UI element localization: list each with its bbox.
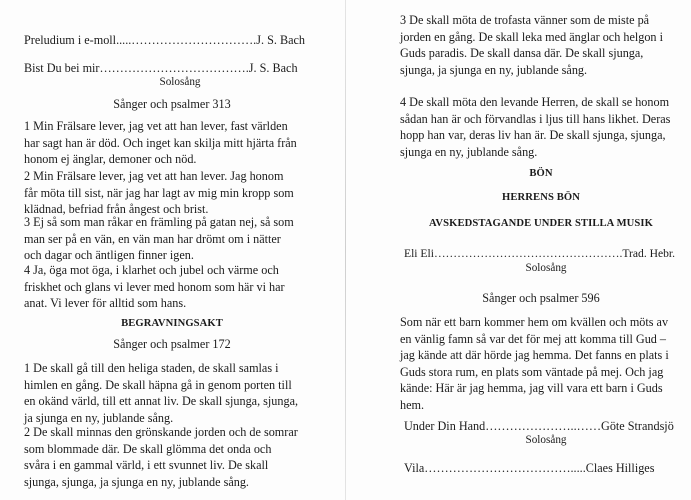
verse-line: Som när ett barn kommer hem om kvällen och möts av: [400, 315, 669, 329]
eli-note: Solosång: [525, 262, 567, 274]
verse-line: 1 Min Frälsare lever, jag vet att han lever, fast världen: [24, 119, 288, 133]
verse-line: himlen en gång. De skall häpna gå in genom porten till: [24, 377, 292, 392]
verse-line: Guds paradis. De skall dansa där. De skall sjunga,: [400, 46, 644, 61]
right-page: [346, 0, 691, 500]
verse-line: friskhet och glans vi lever med honom som här vi har: [24, 279, 285, 294]
verse-line: 2 De skall minnas den grönskande jorden och de somrar: [24, 425, 298, 439]
eli-line: Eli Eli………………………………………….Trad. Hebr.: [404, 247, 676, 260]
verse596: [400, 314, 669, 414]
verse-line: sådan han är och förvandlas i ljus till hans likhet. Deras: [400, 111, 671, 126]
under-din-hand-line: Under Din Hand…………………..……Göte Strandsjö: [404, 419, 674, 433]
song313-title: Sånger och psalmer 313: [113, 97, 231, 111]
verse-line: 3 Ej så som man råkar en främling på gatan nej, så som: [24, 215, 294, 229]
verse-line: sjunga, ja sjunga en ny, jublande sång.: [400, 62, 588, 77]
song172-title: Sånger och psalmer 172: [113, 337, 231, 351]
avsked-heading: AVSKEDSTAGANDE UNDER STILLA MUSIK: [429, 218, 653, 229]
verse-line: hem.: [400, 397, 425, 412]
bist-line: Bist Du bei mir……………………………….J. S. Bach: [24, 61, 298, 75]
verse-line: ja sjunga en ny, jublande sång.: [24, 410, 174, 425]
verse172-2: [24, 424, 298, 490]
verse-line: kände: Här är jag hemma, jag vill vara ett barn i Guds: [400, 381, 663, 396]
verse-line: svåra i en gammal värld, i ett svunnet liv. De skall: [24, 458, 269, 473]
verse313-1: [24, 118, 297, 168]
verse172-1: [24, 360, 298, 426]
verse-line: honom ej änglar, demoner och nöd.: [24, 152, 197, 167]
verse313-3: [24, 214, 294, 264]
verse-line: har sagt han är död. Och inget kan skilja mitt hjärta från: [24, 135, 297, 150]
verse-line: en okänd värld, till ett annat liv. De skall sjunga, sjunga,: [24, 394, 299, 409]
verse-line: anat. Vi lever för alltid som hans.: [24, 296, 187, 311]
begravningsakt-heading: BEGRAVNINGSAKT: [121, 318, 223, 329]
verse-line: Guds stora rum, en plats som väntade på mej. Och jag: [400, 364, 664, 379]
verse-line: som blommade där. De skall glömma det onda och: [24, 441, 272, 456]
verse172-3: [400, 12, 663, 78]
verse-line: jorden en gång. De skall leka med änglar och helgon i: [400, 29, 663, 44]
song596-title: Sånger och psalmer 596: [482, 291, 600, 305]
verse-line: jag kände att där hörde jag hemma. Det fanns en plats i: [400, 348, 669, 363]
left-page: [0, 0, 345, 500]
verse-line: 4 De skall möta den levande Herren, de skall se honom: [400, 95, 670, 109]
verse172-4: [400, 94, 670, 160]
verse-line: 1 De skall gå till den heliga staden, de skall samlas i: [24, 361, 279, 375]
verse-line: en vänlig famn så var det för mej att komma till Gud –: [400, 331, 667, 346]
verse-line: 4 Ja, öga mot öga, i klarhet och jubel och värme och: [24, 263, 279, 277]
verse-line: och dagar och äntligen finner igen.: [24, 248, 194, 263]
prelude-line: Preludium i e-moll.....………………………….J. S. Bach: [24, 33, 305, 47]
under-din-hand-note: Solosång: [525, 434, 567, 446]
verse-line: får möta till sist, när jag har lagt av mig min kropp som: [24, 185, 294, 200]
bist-note: Solosång: [159, 76, 201, 88]
bon-heading: BÖN: [529, 168, 553, 179]
verse-line: sjunga en ny, jublande sång.: [400, 144, 538, 159]
verse-line: 2 Min Frälsare lever, jag vet att han lever. Jag honom: [24, 169, 284, 183]
verse-line: klädnad, befriad från ångest och brist.: [24, 202, 209, 217]
vila-line: Vila……………………………….....Claes Hilliges: [404, 461, 655, 475]
verse-line: hopp han var, deras liv han är. De skall sjunga, sjunga,: [400, 128, 666, 143]
herrens-bon-heading: HERRENS BÖN: [502, 192, 580, 203]
verse-line: 3 De skall möta de trofasta vänner som de miste på: [400, 13, 650, 27]
verse313-4: [24, 262, 285, 312]
verse-line: man ser på en vän, en vän man har drömt om i nätter: [24, 231, 281, 246]
verse313-2: [24, 168, 294, 218]
verse-line: sjunga, sjunga, ja sjunga en ny, jublande sång.: [24, 474, 249, 489]
